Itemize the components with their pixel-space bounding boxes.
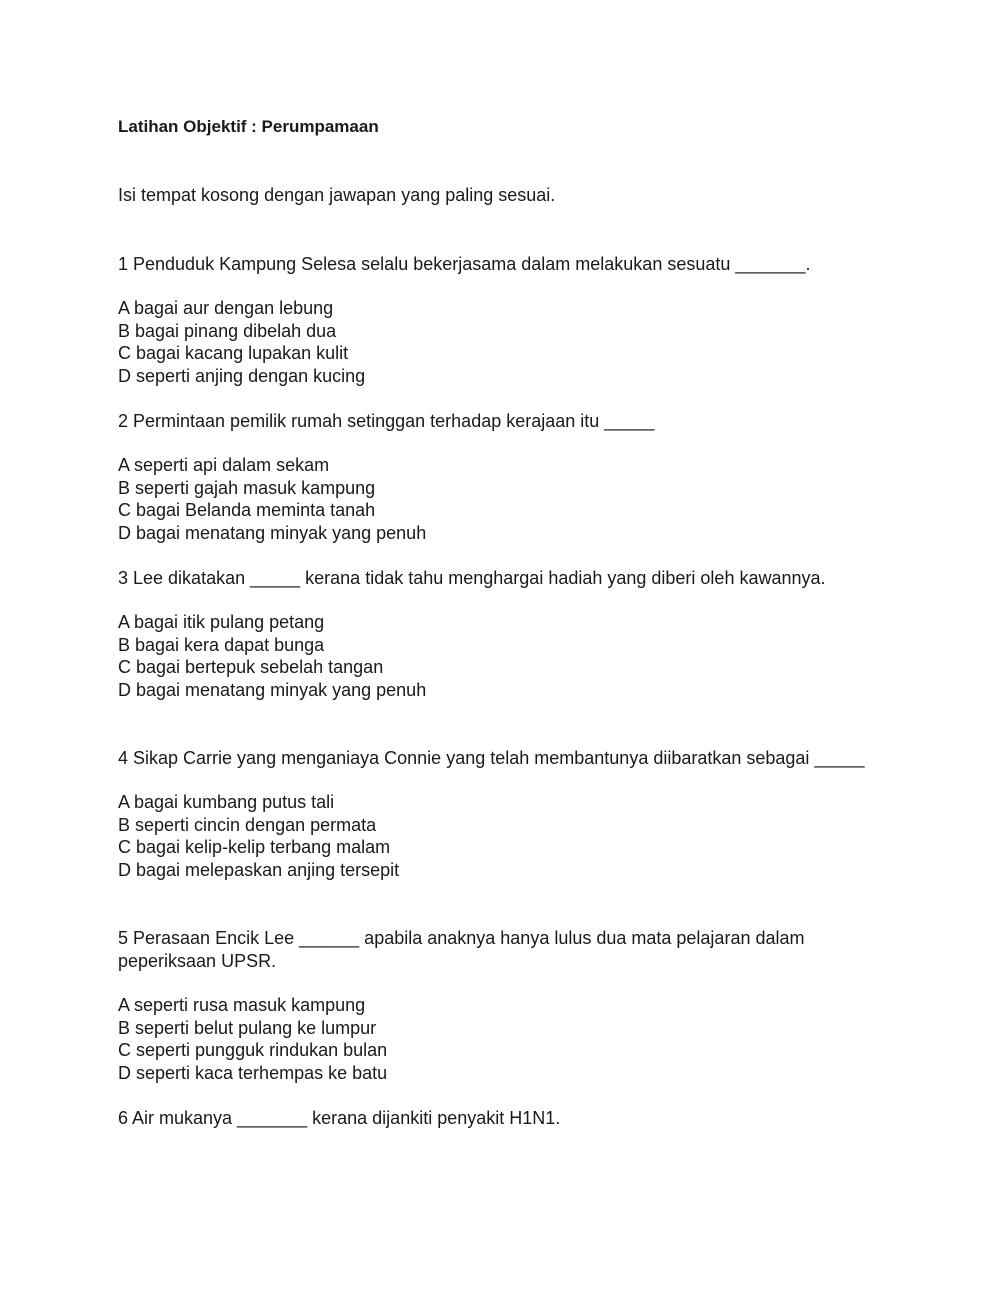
option-a: A bagai aur dengan lebung	[118, 298, 334, 318]
question-text: 1 Penduduk Kampung Selesa selalu bekerjasama dalam melakukan sesuatu _______.	[118, 254, 811, 274]
option-list	[118, 297, 898, 387]
question-text: 6 Air mukanya _______ kerana dijankiti penyakit H1N1.	[118, 1108, 561, 1128]
option-c: C bagai kelip-kelip terbang malam	[118, 837, 391, 858]
option-d: D seperti anjing dengan kucing	[118, 365, 366, 386]
question-text: 5 Perasaan Encik Lee ______ apabila anaknya hanya lulus dua mata pelajaran dalam peperiksaan UPSR.	[118, 928, 805, 971]
option-c: C bagai Belanda meminta tanah	[118, 500, 376, 521]
option-d: D bagai menatang minyak yang penuh	[118, 522, 427, 543]
option-a: A bagai itik pulang petang	[118, 612, 325, 632]
option-c: C bagai bertepuk sebelah tangan	[118, 657, 384, 678]
option-b: B seperti cincin dengan permata	[118, 814, 377, 835]
question-text: 4 Sikap Carrie yang menganiaya Connie yang telah membantunya diibaratkan sebagai _____	[118, 748, 865, 768]
question-4	[118, 747, 898, 881]
option-list	[118, 611, 898, 701]
option-a: A bagai kumbang putus tali	[118, 792, 335, 812]
instruction-text: Isi tempat kosong dengan jawapan yang paling sesuai.	[118, 185, 556, 205]
option-list	[118, 994, 898, 1084]
option-b: B seperti gajah masuk kampung	[118, 477, 376, 498]
option-d: D seperti kaca terhempas ke batu	[118, 1062, 388, 1083]
question-2	[118, 410, 898, 544]
option-d: D bagai melepaskan anjing tersepit	[118, 859, 400, 880]
question-text: 3 Lee dikatakan _____ kerana tidak tahu menghargai hadiah yang diberi oleh kawannya.	[118, 568, 826, 588]
option-d: D bagai menatang minyak yang penuh	[118, 679, 427, 700]
question-3	[118, 567, 898, 701]
page-title: Latihan Objektif : Perumpamaan	[118, 117, 379, 136]
question-1	[118, 253, 898, 387]
option-b: B bagai kera dapat bunga	[118, 634, 325, 655]
question-6	[118, 1107, 898, 1130]
question-5	[118, 927, 898, 1084]
option-b: B seperti belut pulang ke lumpur	[118, 1017, 377, 1038]
question-text: 2 Permintaan pemilik rumah setinggan terhadap kerajaan itu _____	[118, 411, 655, 431]
option-c: C seperti pungguk rindukan bulan	[118, 1040, 388, 1061]
option-list	[118, 454, 898, 544]
option-a: A seperti rusa masuk kampung	[118, 995, 366, 1015]
option-list	[118, 791, 898, 881]
option-a: A seperti api dalam sekam	[118, 455, 330, 475]
option-b: B bagai pinang dibelah dua	[118, 320, 337, 341]
option-c: C bagai kacang lupakan kulit	[118, 343, 349, 364]
